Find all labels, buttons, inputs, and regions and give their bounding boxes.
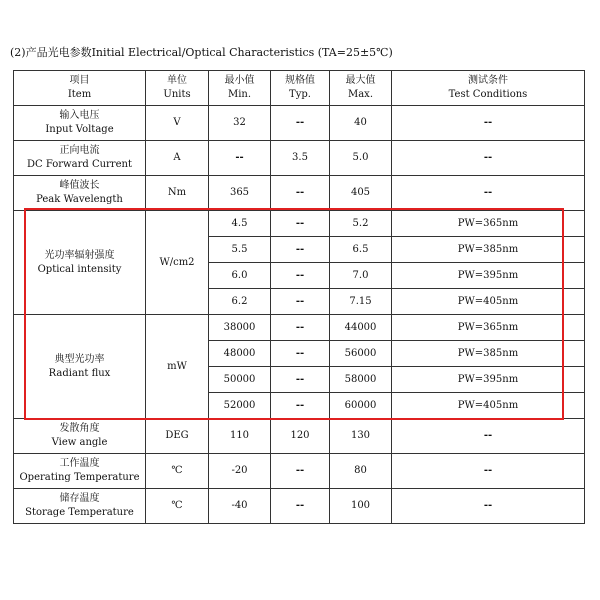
cond-cell: PW=365nm — [392, 211, 585, 237]
cond-cell: -- — [392, 419, 585, 454]
typ-cell: -- — [271, 393, 330, 419]
row-view-angle — [14, 419, 585, 454]
section-title: (2)产品光电参数Initial Electrical/Optical Characteristics (TA=25±5℃) — [10, 46, 393, 59]
row-input-voltage — [14, 106, 585, 141]
optical-intensity-unit: W/cm2 — [146, 211, 209, 315]
min-cell: 48000 — [209, 341, 271, 367]
max-cell: 58000 — [330, 367, 392, 393]
row-optical-intensity-365 — [14, 211, 585, 237]
cond-cell: -- — [392, 106, 585, 141]
max-cell: 60000 — [330, 393, 392, 419]
row-storage-temperature — [14, 489, 585, 524]
characteristics-table — [13, 70, 585, 524]
typ-cell: 3.5 — [271, 141, 330, 176]
header-typ: 规格值 Typ. — [271, 71, 330, 106]
max-cell: 130 — [330, 419, 392, 454]
header-conditions: 测试条件 Test Conditions — [392, 71, 585, 106]
cond-cell: PW=385nm — [392, 341, 585, 367]
header-row — [14, 71, 585, 106]
row-operating-temperature — [14, 454, 585, 489]
min-cell: 5.5 — [209, 237, 271, 263]
max-cell: 7.15 — [330, 289, 392, 315]
min-cell: 38000 — [209, 315, 271, 341]
optical-intensity-label: 光功率辐射强度 Optical intensity — [14, 211, 146, 315]
min-cell: 110 — [209, 419, 271, 454]
typ-cell: -- — [271, 263, 330, 289]
typ-cell: -- — [271, 489, 330, 524]
item-cell: 峰值波长 Peak Wavelength — [14, 176, 146, 211]
cond-cell: -- — [392, 176, 585, 211]
min-cell: -- — [209, 141, 271, 176]
max-cell: 40 — [330, 106, 392, 141]
row-radiant-flux-365 — [14, 315, 585, 341]
typ-cell: -- — [271, 176, 330, 211]
cond-cell: PW=405nm — [392, 393, 585, 419]
max-cell: 6.5 — [330, 237, 392, 263]
max-cell: 100 — [330, 489, 392, 524]
item-cell: 储存温度 Storage Temperature — [14, 489, 146, 524]
unit-cell: Nm — [146, 176, 209, 211]
min-cell: 6.2 — [209, 289, 271, 315]
radiant-flux-unit: mW — [146, 315, 209, 419]
max-cell: 7.0 — [330, 263, 392, 289]
item-cell: 正向电流 DC Forward Current — [14, 141, 146, 176]
cond-cell: PW=385nm — [392, 237, 585, 263]
unit-cell: DEG — [146, 419, 209, 454]
min-cell: 52000 — [209, 393, 271, 419]
header-item: 项目 Item — [14, 71, 146, 106]
unit-cell: ℃ — [146, 454, 209, 489]
unit-cell: V — [146, 106, 209, 141]
unit-cell: A — [146, 141, 209, 176]
typ-cell: -- — [271, 211, 330, 237]
item-cell: 输入电压 Input Voltage — [14, 106, 146, 141]
min-cell: 6.0 — [209, 263, 271, 289]
header-max: 最大值 Max. — [330, 71, 392, 106]
typ-cell: -- — [271, 289, 330, 315]
item-cell: 工作温度 Operating Temperature — [14, 454, 146, 489]
typ-cell: -- — [271, 315, 330, 341]
max-cell: 44000 — [330, 315, 392, 341]
max-cell: 56000 — [330, 341, 392, 367]
typ-cell: -- — [271, 454, 330, 489]
cond-cell: -- — [392, 489, 585, 524]
item-cell: 发散角度 View angle — [14, 419, 146, 454]
min-cell: -40 — [209, 489, 271, 524]
max-cell: 405 — [330, 176, 392, 211]
typ-cell: -- — [271, 106, 330, 141]
cond-cell: -- — [392, 454, 585, 489]
min-cell: -20 — [209, 454, 271, 489]
header-units: 单位 Units — [146, 71, 209, 106]
cond-cell: -- — [392, 141, 585, 176]
min-cell: 4.5 — [209, 211, 271, 237]
radiant-flux-label: 典型光功率 Radiant flux — [14, 315, 146, 419]
cond-cell: PW=395nm — [392, 263, 585, 289]
cond-cell: PW=365nm — [392, 315, 585, 341]
max-cell: 80 — [330, 454, 392, 489]
unit-cell: ℃ — [146, 489, 209, 524]
cond-cell: PW=405nm — [392, 289, 585, 315]
row-forward-current — [14, 141, 585, 176]
typ-cell: -- — [271, 367, 330, 393]
min-cell: 32 — [209, 106, 271, 141]
typ-cell: -- — [271, 237, 330, 263]
min-cell: 50000 — [209, 367, 271, 393]
typ-cell: 120 — [271, 419, 330, 454]
max-cell: 5.2 — [330, 211, 392, 237]
min-cell: 365 — [209, 176, 271, 211]
typ-cell: -- — [271, 341, 330, 367]
header-min: 最小值 Min. — [209, 71, 271, 106]
max-cell: 5.0 — [330, 141, 392, 176]
row-peak-wavelength — [14, 176, 585, 211]
cond-cell: PW=395nm — [392, 367, 585, 393]
